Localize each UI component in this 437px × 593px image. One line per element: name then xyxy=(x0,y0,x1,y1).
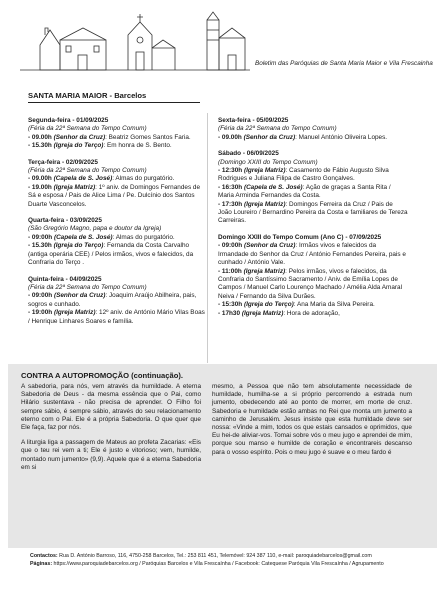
reflection-paragraph: A liturgia liga a passagem de Mateus ao profeta Zacarias: «Eis que o teu rei vem a ti; Ele é justo e vitorioso; vem, humilde, montado num jumento» (9,9). Aquele que é a eterna Sabedoria em si xyxy=(21,439,201,471)
schedule-entry xyxy=(28,217,206,267)
mass-intention: : Beatriz Gomes Santos Faria. xyxy=(105,133,191,141)
day-heading: Quinta-feira - 04/09/2025 xyxy=(28,275,102,283)
liturgical-note: (Féria da 22ª Semana do Tempo Comum) xyxy=(28,125,147,133)
footer-pages xyxy=(30,560,437,568)
mass-intention: : 12º aniv. de António Mário Vilas Boas / Henrique Linhares Soares e família. xyxy=(28,309,205,325)
mass-place: (Senhor da Cruz) xyxy=(53,292,106,300)
section-title: SANTA MARIA MAIOR - Barcelos xyxy=(28,91,147,100)
mass-place: (Capela de S. José) xyxy=(53,233,113,241)
reflection-title: CONTRA A AUTOPROMOÇÃO (continuação). xyxy=(21,371,183,380)
mass-line xyxy=(218,184,408,201)
mass-intention: : Manuel António Oliveira Lopes. xyxy=(295,133,388,141)
day-heading: Sexta-feira - 05/09/2025 xyxy=(218,117,289,124)
day-heading: Domingo XXIII do Tempo Comum (Ano C) - 07/09/2025 xyxy=(218,233,382,241)
liturgical-note: (Féria da 22ª Semana do Tempo Comum) xyxy=(28,167,147,175)
reflection-left-column xyxy=(21,383,201,479)
column-separator xyxy=(207,113,208,363)
mass-intention: : Ana Maria da Silva Pereira. xyxy=(293,301,375,309)
mass-line xyxy=(28,184,206,209)
mass-time: - 15.30h xyxy=(28,142,52,150)
mass-line xyxy=(218,201,408,226)
mass-intention: : Casamento de Fábio Augusto Silva Rodrigues e Juliana Filipa de Castro Gonçalves. xyxy=(218,167,389,183)
liturgical-note: (São Gregório Magno, papa e doutor da Igreja) xyxy=(28,225,162,233)
mass-place: (Igreja Matriz) xyxy=(53,183,96,191)
pages-label: Páginas: xyxy=(30,561,53,568)
reflection-right-column xyxy=(212,383,412,464)
contacts-text: Rua D. António Barroso, 116, 4750-258 Barcelos, Tel.: 253 811 451, Telemóvel: 924 387 110, e-mail: paroquiadebarcelos@gmail.com xyxy=(57,553,372,559)
contacts-label: Contactos: xyxy=(30,553,58,559)
mass-line xyxy=(218,134,408,142)
mass-line xyxy=(28,242,206,267)
schedule-left-column xyxy=(28,117,206,334)
day-heading: Quarta-feira - 03/09/2025 xyxy=(28,217,102,225)
mass-place: (Igreja Matriz) xyxy=(243,200,286,208)
mass-time: - 09:00h xyxy=(28,233,53,241)
day-heading: Sábado - 06/09/2025 xyxy=(218,150,279,158)
liturgical-note: (Féria da 22ª Semana do Tempo Comum) xyxy=(28,283,147,291)
reflection-paragraph: mesmo, a Pessoa que não tem absolutamente necessidade de humildade, humilha-se a si próprio percorrendo a estrada num jumento, obedecendo até ao ponto de morrer, em morte de cruz. Sabedoria e humildade estão ambas no Rei que monta um jumento a caminho de Jerusalém. Jesus insiste que esta humildade deve ser nossa: «Vinde a mim, todos os que estais cansados e oprimidos, que Eu hei-de aliviar-vos. Tomai sobre vós o meu jugo e aprendei de mim, porque sou manso e humilde de coração e encontrareis descanso para o vosso espírito. Pois o meu jugo é suave e o meu fardo é xyxy=(212,383,412,456)
mass-intention: : Almas do purgatório. xyxy=(112,233,175,241)
mass-time: - 12:30h xyxy=(218,167,243,175)
churches-illustration-icon xyxy=(0,0,250,80)
bulletin-header xyxy=(0,0,437,80)
mass-time: - 09:00h xyxy=(218,242,243,250)
mass-time: - 09:00h xyxy=(28,292,53,300)
footer-contacts xyxy=(30,552,437,560)
mass-intention: : Ação de graças a Santa Rita / Maria Arminda Fernandes da Costa. xyxy=(218,183,391,200)
mass-line xyxy=(218,310,408,318)
reflection-paragraph: A sabedoria, para nós, vem através da humildade. A eterna Sabedoria de Deus - da mesma essência que o Pai, como Hilário sustentava - não precisa de aprender. O Filho foi sempre sábio, é sempre sábio, através do seu relacionamento eterno com o Pai. Ele é a própria Sabedoria. O que quer que Ele faça, faz por nós. xyxy=(21,383,201,432)
pages-text[interactable]: https://www.paroquiadebarcelos.org / Paróquias Barcelos e Vila Frescaínha / Facebook: Catequese Paróquia Vila Frescaínha / Agrupamento xyxy=(52,561,384,568)
mass-place: (Senhor da Cruz) xyxy=(243,242,296,250)
mass-line xyxy=(218,167,408,184)
mass-place: (Igreja Matriz) xyxy=(243,267,286,275)
mass-intention: : Hora de adoração, xyxy=(283,309,340,317)
footer xyxy=(30,552,437,569)
mass-time: - 15.30h xyxy=(28,242,52,250)
liturgical-note: (Domingo XXIII do Tempo Comum) xyxy=(218,158,318,166)
liturgical-note: (Féria da 22ª Semana do Tempo Comum) xyxy=(218,125,337,133)
mass-line xyxy=(28,134,206,142)
mass-intention: : Em honra de S. Bento. xyxy=(103,142,172,150)
schedule-entry xyxy=(218,234,408,318)
mass-line xyxy=(218,268,408,302)
mass-intention: : 1º aniv. de Domingos Fernandes de Sá e esposa / Pais de Alice Lima / Pe. Dulcínio dos Santos Duarte Vasconcelos. xyxy=(28,183,201,208)
mass-place: (Igreja Matriz) xyxy=(53,309,96,317)
schedule-entry xyxy=(218,117,408,142)
mass-time: - 09.00h xyxy=(28,175,52,183)
day-heading: Segunda-feira - 01/09/2025 xyxy=(28,117,109,124)
mass-intention: : Pelos irmãos, vivos e falecidos, da Confraria do Santíssimo Sacramento / Aniv. de Emília Lopes de Campos / Manuel Carlo Lourenço Machado / Amélia Alda Amaral Neiva / Fernando da Silva Durães. xyxy=(218,267,403,300)
mass-place: (Senhor da Cruz) xyxy=(243,133,296,141)
mass-time: - 17:30h xyxy=(218,200,243,208)
mass-place: (Igreja Matriz) xyxy=(241,309,284,317)
mass-time: - 09.00h xyxy=(28,133,52,141)
mass-time: - 16:30h xyxy=(218,183,243,191)
mass-place: (Igreja Matriz) xyxy=(243,167,286,175)
mass-line xyxy=(218,242,408,267)
mass-time: - 09.00h xyxy=(218,133,242,141)
mass-line xyxy=(218,301,408,309)
schedule-entry xyxy=(28,117,206,151)
day-heading: Terça-feira - 02/09/2025 xyxy=(28,158,98,166)
mass-time: - 11:00h xyxy=(218,267,242,275)
schedule-entry xyxy=(28,159,206,209)
mass-line xyxy=(28,234,206,242)
mass-time: - 19.00h xyxy=(28,183,52,191)
mass-intention: : Joaquim Araújo Abilheira, pais, sogros e cunhado. xyxy=(28,292,197,308)
mass-line xyxy=(28,309,206,326)
mass-intention: : Domingos Ferreira da Cruz / Pais de João Loureiro / Bernardino Pereira da Costa e familiares de Tereza Carreiras. xyxy=(218,200,408,225)
mass-intention: : Irmãos vivos e falecidos da Irmandade do Senhor da Cruz / António Fernandes Pereira, pais e cunhado / António Vale. xyxy=(218,242,406,267)
section-divider xyxy=(28,102,200,103)
mass-place: (Igreja do Terço) xyxy=(53,142,104,150)
mass-time: - 17h30 xyxy=(218,309,241,317)
schedule-entry xyxy=(28,276,206,326)
mass-place: (Senhor da Cruz) xyxy=(53,133,106,141)
mass-intention: : Almas do purgatório. xyxy=(112,175,175,183)
mass-place: (Capela de S. José) xyxy=(53,175,113,183)
mass-time: - 19:00h xyxy=(28,309,53,317)
mass-line xyxy=(28,142,206,150)
mass-place: (Igreja do Terço) xyxy=(53,242,104,250)
schedule-entry xyxy=(218,150,408,226)
schedule-right-column xyxy=(218,117,408,326)
mass-place: (Capela de S. José) xyxy=(243,183,303,191)
mass-place: (Igreja do Terço) xyxy=(243,301,294,309)
mass-time: - 15:30h xyxy=(218,301,243,309)
mass-line xyxy=(28,292,206,309)
mass-line xyxy=(28,175,206,183)
bulletin-title: Boletim das Paróquias de Santa Maria Maior e Vila Frescainha xyxy=(255,60,433,67)
mass-intention: : Fernanda da Costa Carvalho (antiga operária CEE) / Pelos irmãos, vivos e falecidos, da Confraria do Terço . xyxy=(28,242,194,267)
